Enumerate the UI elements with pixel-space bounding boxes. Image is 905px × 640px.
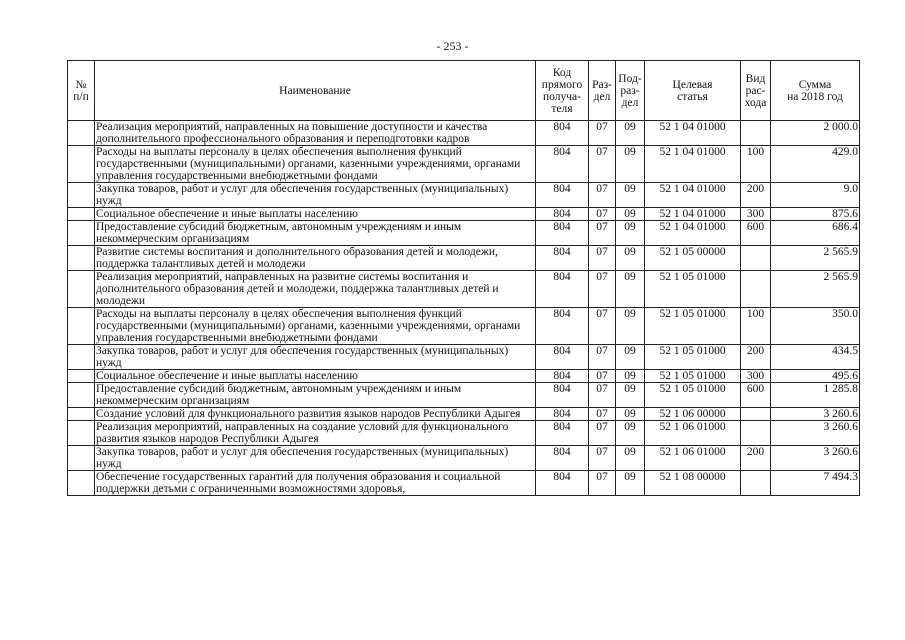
- row-name: Закупка товаров, работ и услуг для обеспечения государственных (муниципальных) нужд: [95, 345, 536, 370]
- row-code: 804: [536, 308, 589, 345]
- row-num: [68, 271, 95, 308]
- row-name: Развитие системы воспитания и дополнительного образования детей и молодежи, поддержка талантливых детей и молодежи: [95, 246, 536, 271]
- header-sum: [771, 61, 860, 121]
- header-num-label: № п/п: [73, 78, 89, 103]
- header-section: [589, 61, 616, 121]
- row-code: 804: [536, 271, 589, 308]
- row-num: [68, 308, 95, 345]
- row-target: 52 1 08 00000: [645, 471, 741, 496]
- budget-table: [67, 60, 860, 496]
- row-section: 07: [589, 383, 616, 408]
- row-code: 804: [536, 121, 589, 146]
- row-section: 07: [589, 446, 616, 471]
- row-target: 52 1 04 01000: [645, 221, 741, 246]
- row-subsection: 09: [616, 208, 645, 221]
- row-target: 52 1 05 01000: [645, 271, 741, 308]
- row-sum: 2 000.0: [771, 121, 860, 146]
- row-sum: 2 565.9: [771, 246, 860, 271]
- row-num: [68, 370, 95, 383]
- row-subsection: 09: [616, 471, 645, 496]
- row-expense: [741, 408, 771, 421]
- row-target: 52 1 05 01000: [645, 370, 741, 383]
- row-num: [68, 446, 95, 471]
- row-num: [68, 246, 95, 271]
- table-row: [68, 121, 860, 146]
- row-sum: 3 260.6: [771, 446, 860, 471]
- row-name: Реализация мероприятий, направленных на повышение доступности и качества дополнительного профессионального образования и переподготовки кадров: [95, 121, 536, 146]
- row-sum: 3 260.6: [771, 408, 860, 421]
- table-row: [68, 345, 860, 370]
- header-name-label: Наименование: [279, 84, 351, 97]
- row-code: 804: [536, 383, 589, 408]
- row-name: Реализация мероприятий, направленных на создание условий для функционального развития языков народов Республики Адыгея: [95, 421, 536, 446]
- row-code: 804: [536, 370, 589, 383]
- row-section: 07: [589, 471, 616, 496]
- row-section: 07: [589, 121, 616, 146]
- row-subsection: 09: [616, 146, 645, 183]
- row-subsection: 09: [616, 408, 645, 421]
- row-code: 804: [536, 421, 589, 446]
- header-expense: [741, 61, 771, 121]
- row-name: Реализация мероприятий, направленных на развитие системы воспитания и дополнительного образования детей и молодежи, поддержка талантливых детей и молодежи: [95, 271, 536, 308]
- row-section: 07: [589, 183, 616, 208]
- row-num: [68, 208, 95, 221]
- row-num: [68, 221, 95, 246]
- row-num: [68, 421, 95, 446]
- row-sum: 1 285.8: [771, 383, 860, 408]
- row-num: [68, 121, 95, 146]
- header-target: [645, 61, 741, 121]
- row-target: 52 1 05 01000: [645, 308, 741, 345]
- table-row: [68, 146, 860, 183]
- row-section: 07: [589, 308, 616, 345]
- table-row: [68, 183, 860, 208]
- row-target: 52 1 05 00000: [645, 246, 741, 271]
- row-target: 52 1 04 01000: [645, 121, 741, 146]
- row-expense: 300: [741, 208, 771, 221]
- header-target-label: Целевая статья: [672, 78, 713, 103]
- row-name: Социальное обеспечение и иные выплаты населению: [95, 208, 536, 221]
- table-row: [68, 308, 860, 345]
- row-expense: 200: [741, 446, 771, 471]
- header-sum-label: Сумма на 2018 год: [787, 78, 843, 103]
- header-subsection: [616, 61, 645, 121]
- table-row: [68, 370, 860, 383]
- row-sum: 434.5: [771, 345, 860, 370]
- row-sum: 350.0: [771, 308, 860, 345]
- row-num: [68, 183, 95, 208]
- row-name: Закупка товаров, работ и услуг для обеспечения государственных (муниципальных) нужд: [95, 183, 536, 208]
- row-num: [68, 408, 95, 421]
- row-code: 804: [536, 221, 589, 246]
- row-section: 07: [589, 221, 616, 246]
- row-subsection: 09: [616, 246, 645, 271]
- table-body: [68, 121, 860, 496]
- row-section: 07: [589, 408, 616, 421]
- row-code: 804: [536, 408, 589, 421]
- page-number: - 253 -: [436, 39, 469, 53]
- table-row: [68, 208, 860, 221]
- table-row: [68, 471, 860, 496]
- header-row: [68, 61, 860, 121]
- header-section-label: Раз- дел: [592, 78, 612, 103]
- row-code: 804: [536, 471, 589, 496]
- row-subsection: 09: [616, 421, 645, 446]
- row-name: Закупка товаров, работ и услуг для обеспечения государственных (муниципальных) нужд: [95, 446, 536, 471]
- row-target: 52 1 05 01000: [645, 345, 741, 370]
- row-subsection: 09: [616, 308, 645, 345]
- table-row: [68, 271, 860, 308]
- row-num: [68, 345, 95, 370]
- row-expense: [741, 421, 771, 446]
- row-subsection: 09: [616, 271, 645, 308]
- header-code: [536, 61, 589, 121]
- row-section: 07: [589, 271, 616, 308]
- row-subsection: 09: [616, 446, 645, 471]
- row-code: 804: [536, 146, 589, 183]
- row-target: 52 1 04 01000: [645, 183, 741, 208]
- row-section: 07: [589, 208, 616, 221]
- row-sum: 429.0: [771, 146, 860, 183]
- header-expense-label: Вид рас- хода: [744, 72, 767, 109]
- table-row: [68, 383, 860, 408]
- header-name: [95, 61, 536, 121]
- row-sum: 7 494.3: [771, 471, 860, 496]
- row-expense: 600: [741, 383, 771, 408]
- row-code: 804: [536, 183, 589, 208]
- row-code: 804: [536, 446, 589, 471]
- header-num: [68, 61, 95, 121]
- row-target: 52 1 06 00000: [645, 408, 741, 421]
- row-sum: 686.4: [771, 221, 860, 246]
- row-expense: [741, 471, 771, 496]
- header-code-label: Код прямого получа- теля: [541, 66, 583, 115]
- table-row: [68, 246, 860, 271]
- row-num: [68, 146, 95, 183]
- row-expense: 200: [741, 345, 771, 370]
- table-row: [68, 446, 860, 471]
- row-target: 52 1 04 01000: [645, 208, 741, 221]
- row-sum: 875.6: [771, 208, 860, 221]
- row-subsection: 09: [616, 183, 645, 208]
- row-subsection: 09: [616, 121, 645, 146]
- row-target: 52 1 05 01000: [645, 383, 741, 408]
- row-sum: 2 565.9: [771, 271, 860, 308]
- row-section: 07: [589, 345, 616, 370]
- row-name: Расходы на выплаты персоналу в целях обеспечения выполнения функций государственными (муниципальными) органами, казенными учреждениями, органами управления государственными внебюджетными фондами: [95, 146, 536, 183]
- row-target: 52 1 06 01000: [645, 421, 741, 446]
- row-name: Предоставление субсидий бюджетным, автономным учреждениям и иным некоммерческим организациям: [95, 221, 536, 246]
- row-subsection: 09: [616, 370, 645, 383]
- row-expense: 600: [741, 221, 771, 246]
- row-section: 07: [589, 246, 616, 271]
- row-subsection: 09: [616, 221, 645, 246]
- row-name: Расходы на выплаты персоналу в целях обеспечения выполнения функций государственными (муниципальными) органами, казенными учреждениями, органами управления государственными внебюджетными фондами: [95, 308, 536, 345]
- row-num: [68, 383, 95, 408]
- row-subsection: 09: [616, 345, 645, 370]
- table-row: [68, 421, 860, 446]
- row-expense: [741, 246, 771, 271]
- row-target: 52 1 06 01000: [645, 446, 741, 471]
- row-expense: [741, 271, 771, 308]
- row-section: 07: [589, 146, 616, 183]
- row-name: Обеспечение государственных гарантий для получения образования и социальной поддержки детьми с ограниченными возможностями здоровья,: [95, 471, 536, 496]
- row-subsection: 09: [616, 383, 645, 408]
- row-name: Предоставление субсидий бюджетным, автономным учреждениям и иным некоммерческим организациям: [95, 383, 536, 408]
- row-code: 804: [536, 208, 589, 221]
- row-expense: 100: [741, 308, 771, 345]
- row-expense: 200: [741, 183, 771, 208]
- row-expense: [741, 121, 771, 146]
- table-row: [68, 408, 860, 421]
- row-target: 52 1 04 01000: [645, 146, 741, 183]
- row-section: 07: [589, 370, 616, 383]
- row-sum: 3 260.6: [771, 421, 860, 446]
- table-row: [68, 221, 860, 246]
- row-expense: 300: [741, 370, 771, 383]
- row-num: [68, 471, 95, 496]
- row-code: 804: [536, 345, 589, 370]
- row-name: Создание условий для функционального развития языков народов Республики Адыгея: [95, 408, 536, 421]
- header-subsection-label: Под- раз- дел: [618, 72, 642, 109]
- row-sum: 495.6: [771, 370, 860, 383]
- row-name: Социальное обеспечение и иные выплаты населению: [95, 370, 536, 383]
- row-code: 804: [536, 246, 589, 271]
- row-expense: 100: [741, 146, 771, 183]
- row-section: 07: [589, 421, 616, 446]
- row-sum: 9.0: [771, 183, 860, 208]
